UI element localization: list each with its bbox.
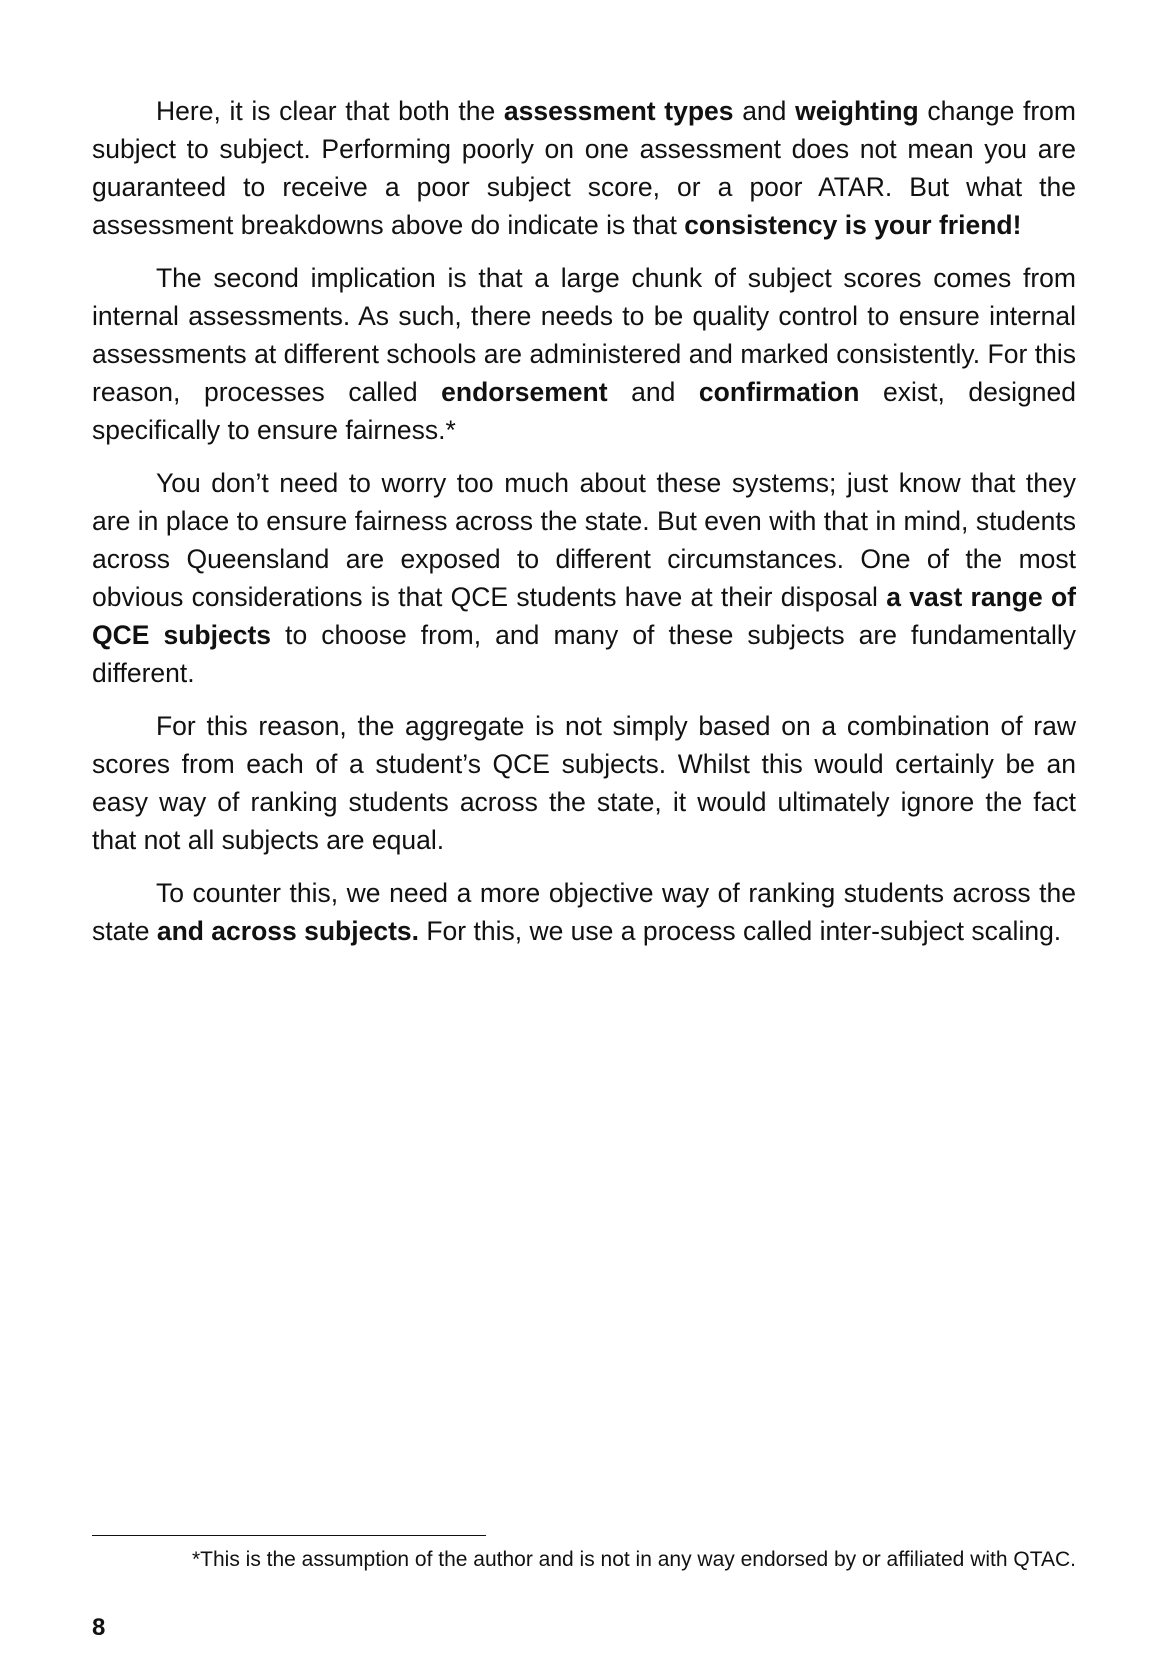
text-run: For this reason, the aggregate is not simply based on a combination of raw scores from each of a student’s QCE subjects. Whilst this would certainly be an easy way of ranking students across the state, it would ultimately ignore the fact that not all subjects are equal. <box>92 711 1076 855</box>
text-run: and <box>607 377 699 407</box>
text-run: Here, it is clear that both the <box>156 96 504 126</box>
bold-text-run: a vast range of QCE subjects <box>92 582 1076 650</box>
bold-text-run: weighting <box>795 96 919 126</box>
paragraph-1 <box>92 92 1076 244</box>
bold-text-run: confirmation <box>698 377 860 407</box>
text-run: to choose from, and many of these subjects are fundamentally different. <box>92 620 1076 688</box>
page-body <box>92 92 1076 965</box>
text-run: For this, we use a process called inter-subject scaling. <box>419 916 1062 946</box>
text-run: change from subject to subject. Performing poorly on one assessment does not mean you are guaranteed to receive a poor subject score, or a poor ATAR. But what the assessment breakdowns above do indicate is that <box>92 96 1076 240</box>
paragraph-3 <box>92 464 1076 692</box>
text-run: The second implication is that a large chunk of subject scores comes from internal assessments. As such, there needs to be quality control to ensure internal assessments at different schools are administered and marked consistently. For this reason, processes called <box>92 263 1076 407</box>
paragraph-2 <box>92 259 1076 449</box>
text-run: To counter this, we need a more objective way of ranking students across the state <box>92 878 1076 946</box>
bold-text-run: and across subjects. <box>156 916 419 946</box>
text-run: and <box>733 96 796 126</box>
text-run: exist, designed specifically to ensure fairness.* <box>92 377 1076 445</box>
bold-text-run: assessment types <box>503 96 734 126</box>
paragraph-4 <box>92 707 1076 859</box>
bold-text-run: consistency is your friend! <box>684 210 1022 240</box>
bold-text-run: endorsement <box>441 377 608 407</box>
paragraph-5 <box>92 874 1076 950</box>
footnote-divider <box>92 1535 486 1536</box>
text-run: You don’t need to worry too much about these systems; just know that they are in place to ensure fairness across the state. But even with that in mind, students across Queensland are exposed to different circumstances. One of the most obvious considerations is that QCE students have at their disposal <box>92 468 1076 612</box>
footnote: *This is the assumption of the author and is not in any way endorsed by or affiliated with QTAC. <box>191 1548 1076 1571</box>
page-number: 8 <box>92 1614 106 1641</box>
